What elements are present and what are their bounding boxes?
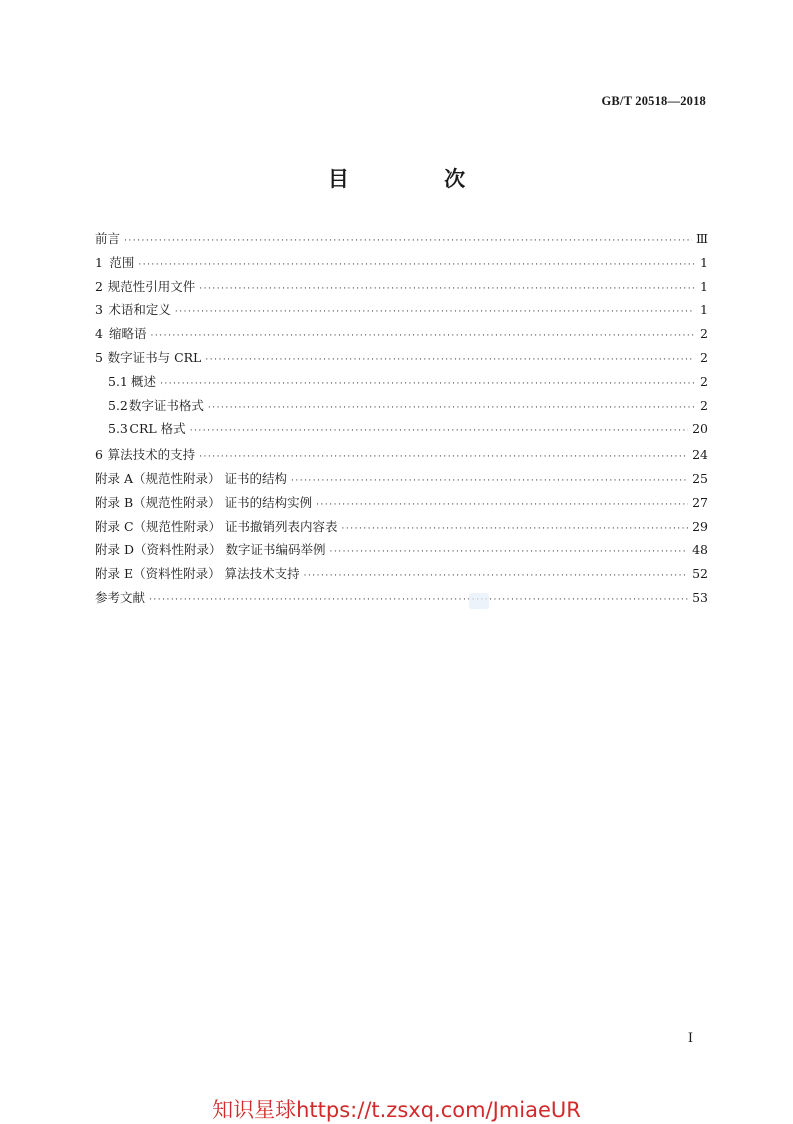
toc-entry[interactable]: [95, 324, 708, 348]
toc-leader-dots: [190, 426, 688, 436]
toc-leader-dots: [199, 452, 688, 462]
toc-leader-dots: [151, 331, 694, 341]
toc-entry-page: 24: [692, 447, 708, 463]
page-title: 目 次: [327, 167, 510, 191]
toc-entry-page: 1: [700, 278, 708, 294]
toc-entry[interactable]: [95, 564, 708, 588]
toc-entry[interactable]: [95, 277, 708, 301]
toc-entry-number: 5.2: [108, 397, 128, 413]
toc-leader-dots: [199, 284, 694, 294]
toc-entry[interactable]: [95, 300, 708, 324]
toc-entry-label: 参考文献: [95, 589, 146, 605]
toc-leader-dots: [304, 571, 689, 581]
toc-entry-page: 2: [700, 373, 708, 389]
toc-entry[interactable]: [95, 253, 708, 277]
toc-entry[interactable]: [95, 445, 708, 469]
toc-entry-page: Ⅲ: [695, 231, 708, 246]
toc-entry-label: 附录 C（规范性附录） 证书撤销列表内容表: [95, 518, 338, 534]
toc-leader-dots: [208, 403, 694, 413]
toc-entry-label: 术语和定义: [108, 302, 171, 318]
toc-entry[interactable]: [95, 348, 708, 372]
toc-entry-number: 1: [95, 254, 103, 270]
toc-leader-dots: [291, 476, 688, 486]
toc-entry-label: 缩略语: [109, 326, 147, 342]
toc-entry[interactable]: [95, 540, 708, 564]
toc-entry[interactable]: [95, 517, 708, 541]
toc-entry[interactable]: [95, 493, 708, 517]
toc-entry-page: 1: [700, 254, 708, 270]
toc-entry-label: 附录 B（规范性附录） 证书的结构实例: [95, 494, 313, 510]
toc-entry-number: 5.3: [108, 421, 128, 437]
toc-leader-dots: [175, 307, 694, 317]
toc-entry-number: 5.1: [108, 373, 128, 389]
toc-entry[interactable]: [95, 469, 708, 493]
toc-entry-number: 5: [95, 349, 103, 365]
toc-entry-label: 附录 D（资料性附录） 数字证书编码举例: [95, 542, 326, 558]
toc-entry-label: 算法技术的支持: [107, 447, 196, 463]
toc-leader-dots: [138, 260, 694, 270]
toc-entry-page: 2: [700, 397, 708, 413]
watermark-logo-icon: [469, 593, 489, 609]
toc-entry-label: 附录 A（规范性附录） 证书的结构: [95, 470, 287, 486]
toc-entry-page: 25: [692, 470, 708, 486]
toc-entry-page: 27: [692, 494, 708, 510]
toc-entry-label: 附录 E（资料性附录） 算法技术支持: [95, 566, 300, 582]
toc-entry[interactable]: [95, 419, 708, 443]
toc-entry-label: CRL 格式: [129, 421, 186, 437]
toc-entry-number: 3: [95, 302, 103, 318]
toc-entry-page: 29: [692, 518, 708, 534]
toc-entry-page: 52: [692, 566, 708, 582]
toc-entry-number: 4: [95, 326, 103, 342]
toc-leader-dots: [329, 547, 688, 557]
toc-entry-number: 2: [95, 278, 103, 294]
toc-entry-page: 2: [700, 349, 708, 365]
toc-entry-page: 53: [692, 589, 708, 605]
page-number: I: [687, 1031, 693, 1046]
toc-leader-dots: [316, 500, 688, 510]
toc-entry-number: 6: [95, 447, 103, 463]
watermark-link[interactable]: 知识星球https://t.zsxq.com/JmiaeUR: [212, 1098, 581, 1122]
toc-entry[interactable]: [95, 588, 708, 612]
toc-entry-label: 概述: [130, 373, 156, 389]
standard-code: GB/T 20518—2018: [601, 94, 706, 108]
toc-leader-dots: [124, 236, 692, 246]
toc-entry[interactable]: [95, 229, 708, 253]
toc-entry-page: 1: [700, 302, 708, 318]
table-of-contents: [95, 229, 708, 612]
toc-leader-dots: [342, 524, 689, 534]
toc-entry-label: 规范性引用文件: [107, 278, 196, 294]
toc-entry-page: 20: [692, 421, 708, 437]
toc-leader-dots: [205, 355, 694, 365]
toc-entry-label: 前言: [95, 231, 121, 246]
toc-entry-page: 2: [700, 326, 708, 342]
toc-leader-dots: [149, 595, 688, 605]
toc-entry-page: 48: [692, 542, 708, 558]
toc-entry-label: 数字证书格式: [128, 397, 204, 413]
toc-entry-label: 数字证书与 CRL: [107, 349, 202, 365]
toc-entry-label: 范围: [109, 254, 135, 270]
toc-leader-dots: [160, 379, 694, 389]
toc-entry[interactable]: [95, 372, 708, 396]
toc-entry[interactable]: [95, 396, 708, 420]
